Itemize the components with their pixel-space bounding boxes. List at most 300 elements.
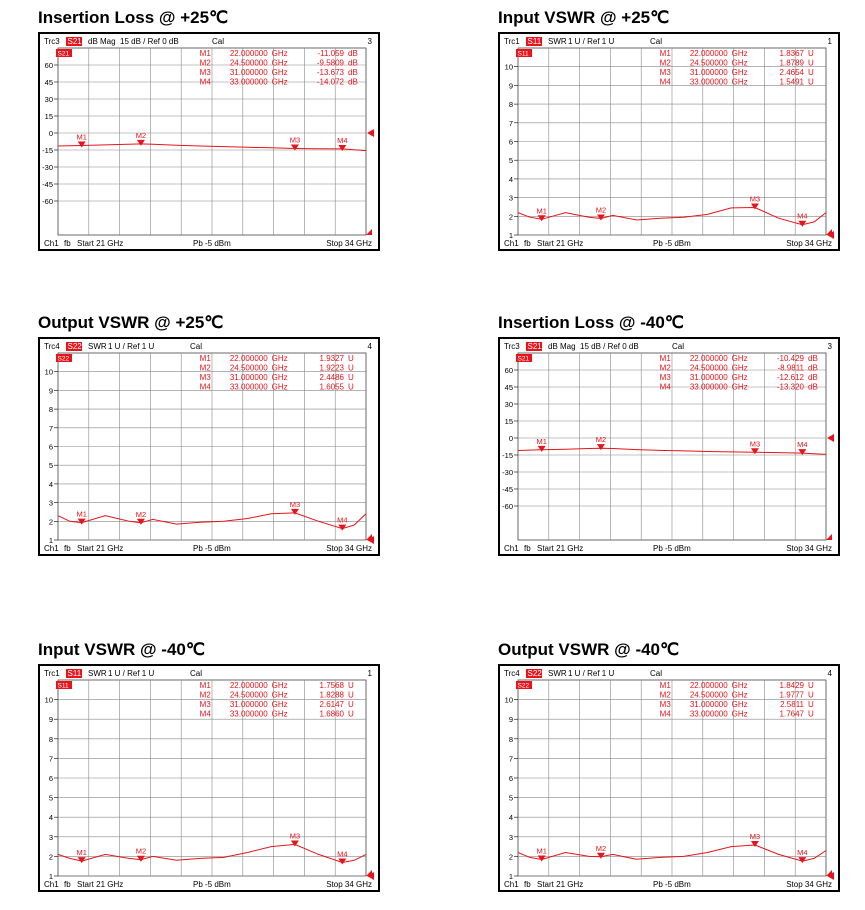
marker-label: M1	[76, 848, 87, 858]
format-label: SWR	[88, 669, 107, 678]
marker-readout-value: 1.8789	[779, 58, 804, 68]
marker-readout-freq: 33.000000	[229, 77, 268, 87]
y-tick-label: 5	[508, 793, 513, 803]
y-tick-label: 15	[44, 112, 53, 121]
param-label: S22	[527, 669, 542, 678]
marker-label: M4	[337, 135, 348, 145]
marker-readout-vunit: dB	[808, 363, 818, 373]
y-tick-label: -60	[502, 502, 513, 511]
chart-panel-5	[38, 640, 380, 892]
marker-readout-unit: GHz	[271, 709, 288, 719]
y-tick-label: -30	[42, 163, 53, 172]
marker-label: M1	[536, 846, 547, 856]
footer-power: Pb -5 dBm	[653, 239, 691, 248]
marker-readout-freq: 33.000000	[689, 77, 728, 87]
marker-label: M4	[797, 211, 808, 221]
param-label: S21	[67, 37, 82, 46]
ref-level-marker	[827, 434, 834, 442]
y-tick-label: 3	[508, 832, 513, 842]
chart-title: Output VSWR @ +25℃	[38, 313, 224, 332]
y-tick-label: 6	[48, 442, 53, 452]
marker-readout-freq: 33.000000	[229, 382, 268, 392]
marker-triangle	[78, 142, 86, 148]
chart-title: Output VSWR @ -40℃	[498, 640, 680, 659]
marker-label: M3	[289, 831, 301, 841]
footer-fb: fb	[64, 239, 71, 248]
stop-corner-marker	[826, 534, 832, 540]
y-tick-label: 9	[48, 386, 53, 396]
chart-panel-1	[38, 8, 380, 251]
scale-label: 1 U / Ref 1 U	[108, 342, 155, 351]
marker-readout-name: M4	[199, 709, 211, 719]
y-tick-label: 8	[48, 405, 53, 415]
marker-readout-name: M3	[659, 68, 671, 77]
y-tick-label: 3	[508, 193, 513, 203]
cal-label: Cal	[672, 342, 685, 351]
marker-readout-name: M3	[659, 373, 671, 382]
y-tick-label: 30	[504, 400, 513, 409]
analyzer-plot	[500, 34, 838, 249]
marker-readout-name: M1	[659, 49, 671, 58]
y-tick-label: -30	[502, 468, 513, 477]
marker-readout-vunit: dB	[348, 77, 358, 87]
marker-readout-freq: 24.500000	[689, 690, 728, 700]
marker-readout-value: 1.9327	[319, 354, 344, 363]
analyzer-plot	[40, 666, 378, 890]
marker-readout-vunit: dB	[808, 354, 818, 363]
stop-corner-marker	[826, 229, 832, 235]
y-tick-label: 60	[504, 366, 513, 375]
marker-label: M1	[76, 509, 87, 519]
y-tick-label: 4	[48, 479, 53, 489]
analyzer-frame	[498, 32, 840, 251]
footer-channel: Ch1	[44, 880, 59, 889]
marker-readout-vunit: U	[808, 690, 814, 700]
marker-readout-value: 1.8288	[319, 690, 344, 700]
format-label: dB Mag	[88, 37, 116, 46]
marker-readout-vunit: dB	[348, 49, 358, 58]
marker-readout-value: 1.7647	[779, 709, 804, 719]
y-tick-label: 60	[44, 61, 53, 70]
marker-readout-value: 2.6147	[319, 700, 344, 709]
marker-readout-name: M2	[199, 363, 211, 373]
marker-readout-unit: GHz	[271, 700, 288, 709]
param-label: S11	[67, 669, 82, 678]
marker-readout-name: M2	[659, 363, 671, 373]
y-tick-label: 5	[48, 793, 53, 803]
marker-triangle	[137, 140, 145, 146]
marker-readout-vunit: U	[808, 709, 814, 719]
analyzer-frame	[498, 664, 840, 892]
marker-readout-value: 2.4486	[319, 373, 344, 382]
marker-label: M3	[289, 499, 301, 509]
marker-readout-unit: GHz	[731, 363, 748, 373]
y-tick-label: 6	[508, 774, 513, 783]
marker-readout-freq: 33.000000	[229, 709, 268, 719]
trace-number: 1	[367, 669, 372, 678]
y-tick-label: 7	[48, 754, 53, 764]
y-tick-label: 2	[48, 852, 53, 862]
marker-readout-freq: 24.500000	[689, 58, 728, 68]
footer-stop: Stop 34 GHz	[326, 880, 372, 889]
marker-readout-vunit: U	[808, 68, 814, 77]
analyzer-frame	[38, 337, 380, 556]
marker-readout-freq: 22.000000	[229, 681, 268, 690]
marker-readout-freq: 24.500000	[229, 58, 268, 68]
y-tick-label: 9	[508, 81, 513, 91]
footer-channel: Ch1	[504, 880, 519, 889]
y-tick-label: -60	[42, 197, 53, 206]
marker-readout-unit: GHz	[271, 58, 288, 68]
marker-readout-name: M4	[659, 382, 671, 392]
cal-label: Cal	[190, 669, 203, 678]
marker-label: M1	[76, 132, 87, 142]
param-label: S22	[67, 342, 82, 351]
y-tick-label: 6	[48, 774, 53, 783]
footer-channel: Ch1	[504, 544, 519, 553]
marker-triangle	[751, 448, 759, 454]
format-label: SWR	[548, 669, 567, 678]
marker-readout-value: 1.8367	[779, 49, 804, 58]
marker-label: M3	[749, 832, 761, 842]
marker-readout-vunit: U	[808, 77, 814, 87]
trace-number: 3	[827, 342, 832, 351]
stop-corner-marker	[366, 229, 372, 235]
marker-label: M3	[289, 135, 301, 145]
chart-title: Insertion Loss @ +25℃	[38, 8, 229, 27]
marker-readout-unit: GHz	[731, 709, 748, 719]
marker-triangle	[291, 144, 299, 150]
marker-readout-vunit: dB	[348, 58, 358, 68]
marker-readout-freq: 24.500000	[689, 363, 728, 373]
cal-label: Cal	[650, 37, 663, 46]
marker-readout-freq: 22.000000	[689, 681, 728, 690]
footer-power: Pb -5 dBm	[193, 544, 231, 553]
marker-readout-value: 2.4654	[779, 68, 804, 77]
chart-title: Input VSWR @ -40℃	[38, 640, 205, 659]
marker-readout-freq: 33.000000	[689, 382, 728, 392]
marker-readout-freq: 22.000000	[229, 354, 268, 363]
scale-label: 1 U / Ref 1 U	[108, 669, 155, 678]
marker-label: M4	[797, 848, 808, 858]
marker-readout-unit: GHz	[731, 681, 748, 690]
stop-corner-marker	[366, 870, 372, 876]
marker-readout-unit: GHz	[271, 681, 288, 690]
format-label: SWR	[88, 342, 107, 351]
trace-label: Trc3	[504, 342, 520, 351]
y-tick-label: 2	[508, 212, 513, 222]
marker-readout-name: M3	[199, 700, 211, 709]
marker-readout-unit: GHz	[731, 49, 748, 58]
y-tick-label: 8	[508, 100, 513, 110]
y-tick-label: 8	[508, 734, 513, 744]
format-label: SWR	[548, 37, 567, 46]
footer-fb: fb	[524, 239, 531, 248]
trace-label: Trc4	[44, 342, 60, 351]
marker-readout-unit: GHz	[271, 354, 288, 363]
marker-readout-name: M3	[199, 68, 211, 77]
footer-stop: Stop 34 GHz	[326, 239, 372, 248]
marker-readout-unit: GHz	[271, 49, 288, 58]
y-tick-label: 45	[44, 78, 53, 87]
chart-panel-3	[38, 313, 380, 556]
trace-label: Trc4	[504, 669, 520, 678]
marker-readout-name: M3	[199, 373, 211, 382]
y-tick-label: 15	[504, 417, 513, 426]
analyzer-plot	[500, 666, 838, 890]
y-tick-label: 10	[504, 695, 513, 705]
y-tick-label: 10	[44, 695, 53, 705]
analyzer-plot	[40, 339, 378, 554]
marker-readout-value: -14.072	[316, 77, 344, 87]
marker-readout-freq: 24.500000	[229, 690, 268, 700]
marker-readout-unit: GHz	[731, 354, 748, 363]
marker-triangle	[798, 449, 806, 455]
footer-stop: Stop 34 GHz	[786, 880, 832, 889]
marker-readout-name: M1	[199, 354, 211, 363]
trace-tag-label: S21	[517, 355, 530, 363]
marker-readout-unit: GHz	[731, 373, 748, 382]
marker-readout-vunit: dB	[808, 382, 818, 392]
marker-label: M3	[749, 439, 761, 449]
marker-readout-name: M4	[199, 77, 211, 87]
marker-readout-value: 1.9777	[779, 690, 804, 700]
y-tick-label: 1	[48, 536, 53, 545]
marker-label: M2	[595, 205, 607, 215]
marker-readout-freq: 22.000000	[229, 49, 268, 58]
marker-readout-freq: 31.000000	[689, 700, 728, 709]
marker-label: M2	[595, 843, 607, 853]
y-tick-label: 0	[48, 129, 53, 138]
y-tick-label: 4	[508, 813, 513, 823]
marker-label: M4	[797, 440, 808, 450]
footer-fb: fb	[524, 880, 531, 889]
y-tick-label: 10	[44, 367, 53, 377]
analyzer-plot	[40, 34, 378, 249]
param-label: S11	[527, 37, 542, 46]
trace-tag-label: S22	[57, 355, 70, 363]
marker-readout-name: M4	[659, 709, 671, 719]
footer-power: Pb -5 dBm	[653, 544, 691, 553]
marker-readout-value: -9.5809	[316, 58, 344, 68]
marker-readout-unit: GHz	[271, 690, 288, 700]
y-tick-label: 9	[48, 715, 53, 725]
y-tick-label: 5	[508, 156, 513, 166]
marker-readout-value: 1.6055	[319, 382, 344, 392]
footer-start: Start 21 GHz	[77, 544, 124, 553]
trace-label: Trc1	[504, 37, 520, 46]
trace-number: 4	[367, 342, 372, 351]
y-tick-label: 10	[504, 62, 513, 72]
marker-triangle	[538, 446, 546, 452]
footer-channel: Ch1	[44, 544, 59, 553]
marker-readout-value: 1.8429	[779, 681, 804, 690]
marker-readout-vunit: dB	[808, 373, 818, 382]
marker-readout-freq: 31.000000	[689, 68, 728, 77]
y-tick-label: -15	[502, 451, 513, 460]
y-tick-label: 1	[48, 872, 53, 881]
y-tick-label: 45	[504, 383, 513, 392]
marker-readout-name: M4	[659, 77, 671, 87]
marker-readout-vunit: U	[348, 690, 354, 700]
stop-corner-marker	[826, 870, 832, 876]
marker-readout-vunit: U	[348, 681, 354, 690]
y-tick-label: -15	[42, 146, 53, 155]
param-label: S21	[527, 342, 542, 351]
trace-number: 3	[367, 37, 372, 46]
marker-readout-name: M1	[659, 681, 671, 690]
scale-label: 15 dB / Ref 0 dB	[580, 342, 639, 351]
y-tick-label: 30	[44, 95, 53, 104]
marker-readout-name: M1	[659, 354, 671, 363]
trace-tag-label: S11	[517, 50, 529, 58]
marker-readout-unit: GHz	[271, 363, 288, 373]
marker-readout-unit: GHz	[731, 77, 748, 87]
trace-number: 1	[827, 37, 832, 46]
cal-label: Cal	[190, 342, 203, 351]
cal-label: Cal	[650, 669, 663, 678]
analyzer-frame	[38, 32, 380, 251]
marker-triangle	[597, 444, 605, 450]
footer-power: Pb -5 dBm	[193, 239, 231, 248]
trace-number: 4	[827, 669, 832, 678]
chart-panel-6	[498, 640, 840, 892]
marker-readout-freq: 22.000000	[689, 354, 728, 363]
marker-label: M2	[135, 509, 147, 519]
footer-power: Pb -5 dBm	[193, 880, 231, 889]
marker-readout-value: 1.6860	[319, 709, 344, 719]
marker-readout-name: M2	[199, 58, 211, 68]
analyzer-frame	[498, 337, 840, 556]
y-tick-label: 1	[508, 872, 513, 881]
scale-label: 15 dB / Ref 0 dB	[120, 37, 179, 46]
marker-readout-name: M1	[199, 681, 211, 690]
ref-level-marker	[367, 129, 374, 137]
marker-readout-value: 2.5811	[780, 700, 804, 709]
marker-readout-freq: 33.000000	[689, 709, 728, 719]
marker-readout-unit: GHz	[271, 373, 288, 382]
footer-start: Start 21 GHz	[537, 544, 584, 553]
footer-start: Start 21 GHz	[77, 239, 124, 248]
marker-readout-value: 1.7568	[319, 681, 344, 690]
marker-readout-name: M1	[199, 49, 211, 58]
marker-readout-vunit: U	[808, 49, 814, 58]
footer-fb: fb	[64, 544, 71, 553]
marker-readout-vunit: U	[348, 382, 354, 392]
footer-start: Start 21 GHz	[77, 880, 124, 889]
marker-readout-freq: 31.000000	[229, 373, 268, 382]
marker-readout-value: -11.059	[317, 49, 344, 58]
marker-label: M2	[135, 846, 147, 856]
trace-tag-label: S21	[57, 50, 70, 58]
marker-readout-freq: 22.000000	[689, 49, 728, 58]
marker-readout-unit: GHz	[731, 382, 748, 392]
marker-readout-value: -12.612	[776, 373, 804, 382]
trace-label: Trc3	[44, 37, 60, 46]
y-tick-label: 3	[48, 832, 53, 842]
marker-label: M4	[337, 515, 348, 525]
marker-label: M4	[337, 849, 348, 859]
footer-stop: Stop 34 GHz	[786, 544, 832, 553]
scale-label: 1 U / Ref 1 U	[568, 669, 615, 678]
y-tick-label: 7	[508, 754, 513, 764]
marker-readout-vunit: U	[808, 700, 814, 709]
marker-readout-unit: GHz	[731, 58, 748, 68]
footer-fb: fb	[524, 544, 531, 553]
chart-panel-4	[498, 313, 840, 556]
y-tick-label: 2	[48, 517, 53, 527]
marker-readout-unit: GHz	[271, 77, 288, 87]
marker-label: M2	[135, 130, 147, 140]
marker-label: M2	[595, 435, 607, 445]
marker-readout-vunit: U	[348, 363, 354, 373]
marker-readout-vunit: U	[348, 700, 354, 709]
marker-label: M3	[749, 194, 761, 204]
trace-tag-label: S11	[57, 682, 69, 690]
y-tick-label: 6	[508, 137, 513, 147]
marker-readout-unit: GHz	[271, 382, 288, 392]
analyzer-plot	[500, 339, 838, 554]
marker-readout-name: M2	[199, 690, 211, 700]
marker-readout-value: -10.429	[776, 354, 804, 363]
marker-readout-freq: 31.000000	[689, 373, 728, 382]
marker-readout-vunit: U	[808, 58, 814, 68]
marker-readout-value: 1.5491	[779, 77, 804, 87]
chart-title: Input VSWR @ +25℃	[498, 8, 670, 27]
marker-label: M1	[536, 436, 547, 446]
y-tick-label: -45	[502, 485, 513, 494]
footer-stop: Stop 34 GHz	[786, 239, 832, 248]
marker-readout-vunit: U	[808, 681, 814, 690]
y-tick-label: 9	[508, 715, 513, 725]
format-label: dB Mag	[548, 342, 576, 351]
marker-readout-freq: 31.000000	[229, 700, 268, 709]
cal-label: Cal	[212, 37, 225, 46]
marker-readout-freq: 24.500000	[229, 363, 268, 373]
footer-power: Pb -5 dBm	[653, 880, 691, 889]
footer-start: Start 21 GHz	[537, 239, 584, 248]
marker-readout-freq: 31.000000	[229, 68, 268, 77]
marker-readout-unit: GHz	[731, 68, 748, 77]
marker-readout-value: -13.673	[316, 68, 344, 77]
marker-readout-vunit: U	[348, 373, 354, 382]
footer-stop: Stop 34 GHz	[326, 544, 372, 553]
marker-readout-unit: GHz	[271, 68, 288, 77]
y-tick-label: 4	[508, 174, 513, 184]
y-tick-label: 7	[508, 118, 513, 128]
y-tick-label: 2	[508, 852, 513, 862]
analyzer-frame	[38, 664, 380, 892]
marker-readout-vunit: U	[348, 354, 354, 363]
chart-title: Insertion Loss @ -40℃	[498, 313, 684, 332]
marker-readout-unit: GHz	[731, 700, 748, 709]
y-tick-label: 7	[48, 423, 53, 433]
trace-tag-label: S22	[517, 682, 530, 690]
stop-corner-marker	[366, 534, 372, 540]
marker-readout-vunit: dB	[348, 68, 358, 77]
marker-readout-value: -13.320	[776, 382, 804, 392]
marker-readout-vunit: U	[348, 709, 354, 719]
y-tick-label: 8	[48, 734, 53, 744]
marker-readout-value: 1.9223	[319, 363, 344, 373]
y-tick-label: 4	[48, 813, 53, 823]
chart-panel-2	[498, 8, 840, 251]
footer-start: Start 21 GHz	[537, 880, 584, 889]
marker-readout-value: -8.9811	[777, 363, 804, 373]
trace-label: Trc1	[44, 669, 60, 678]
y-tick-label: 0	[508, 434, 513, 443]
marker-readout-unit: GHz	[731, 690, 748, 700]
